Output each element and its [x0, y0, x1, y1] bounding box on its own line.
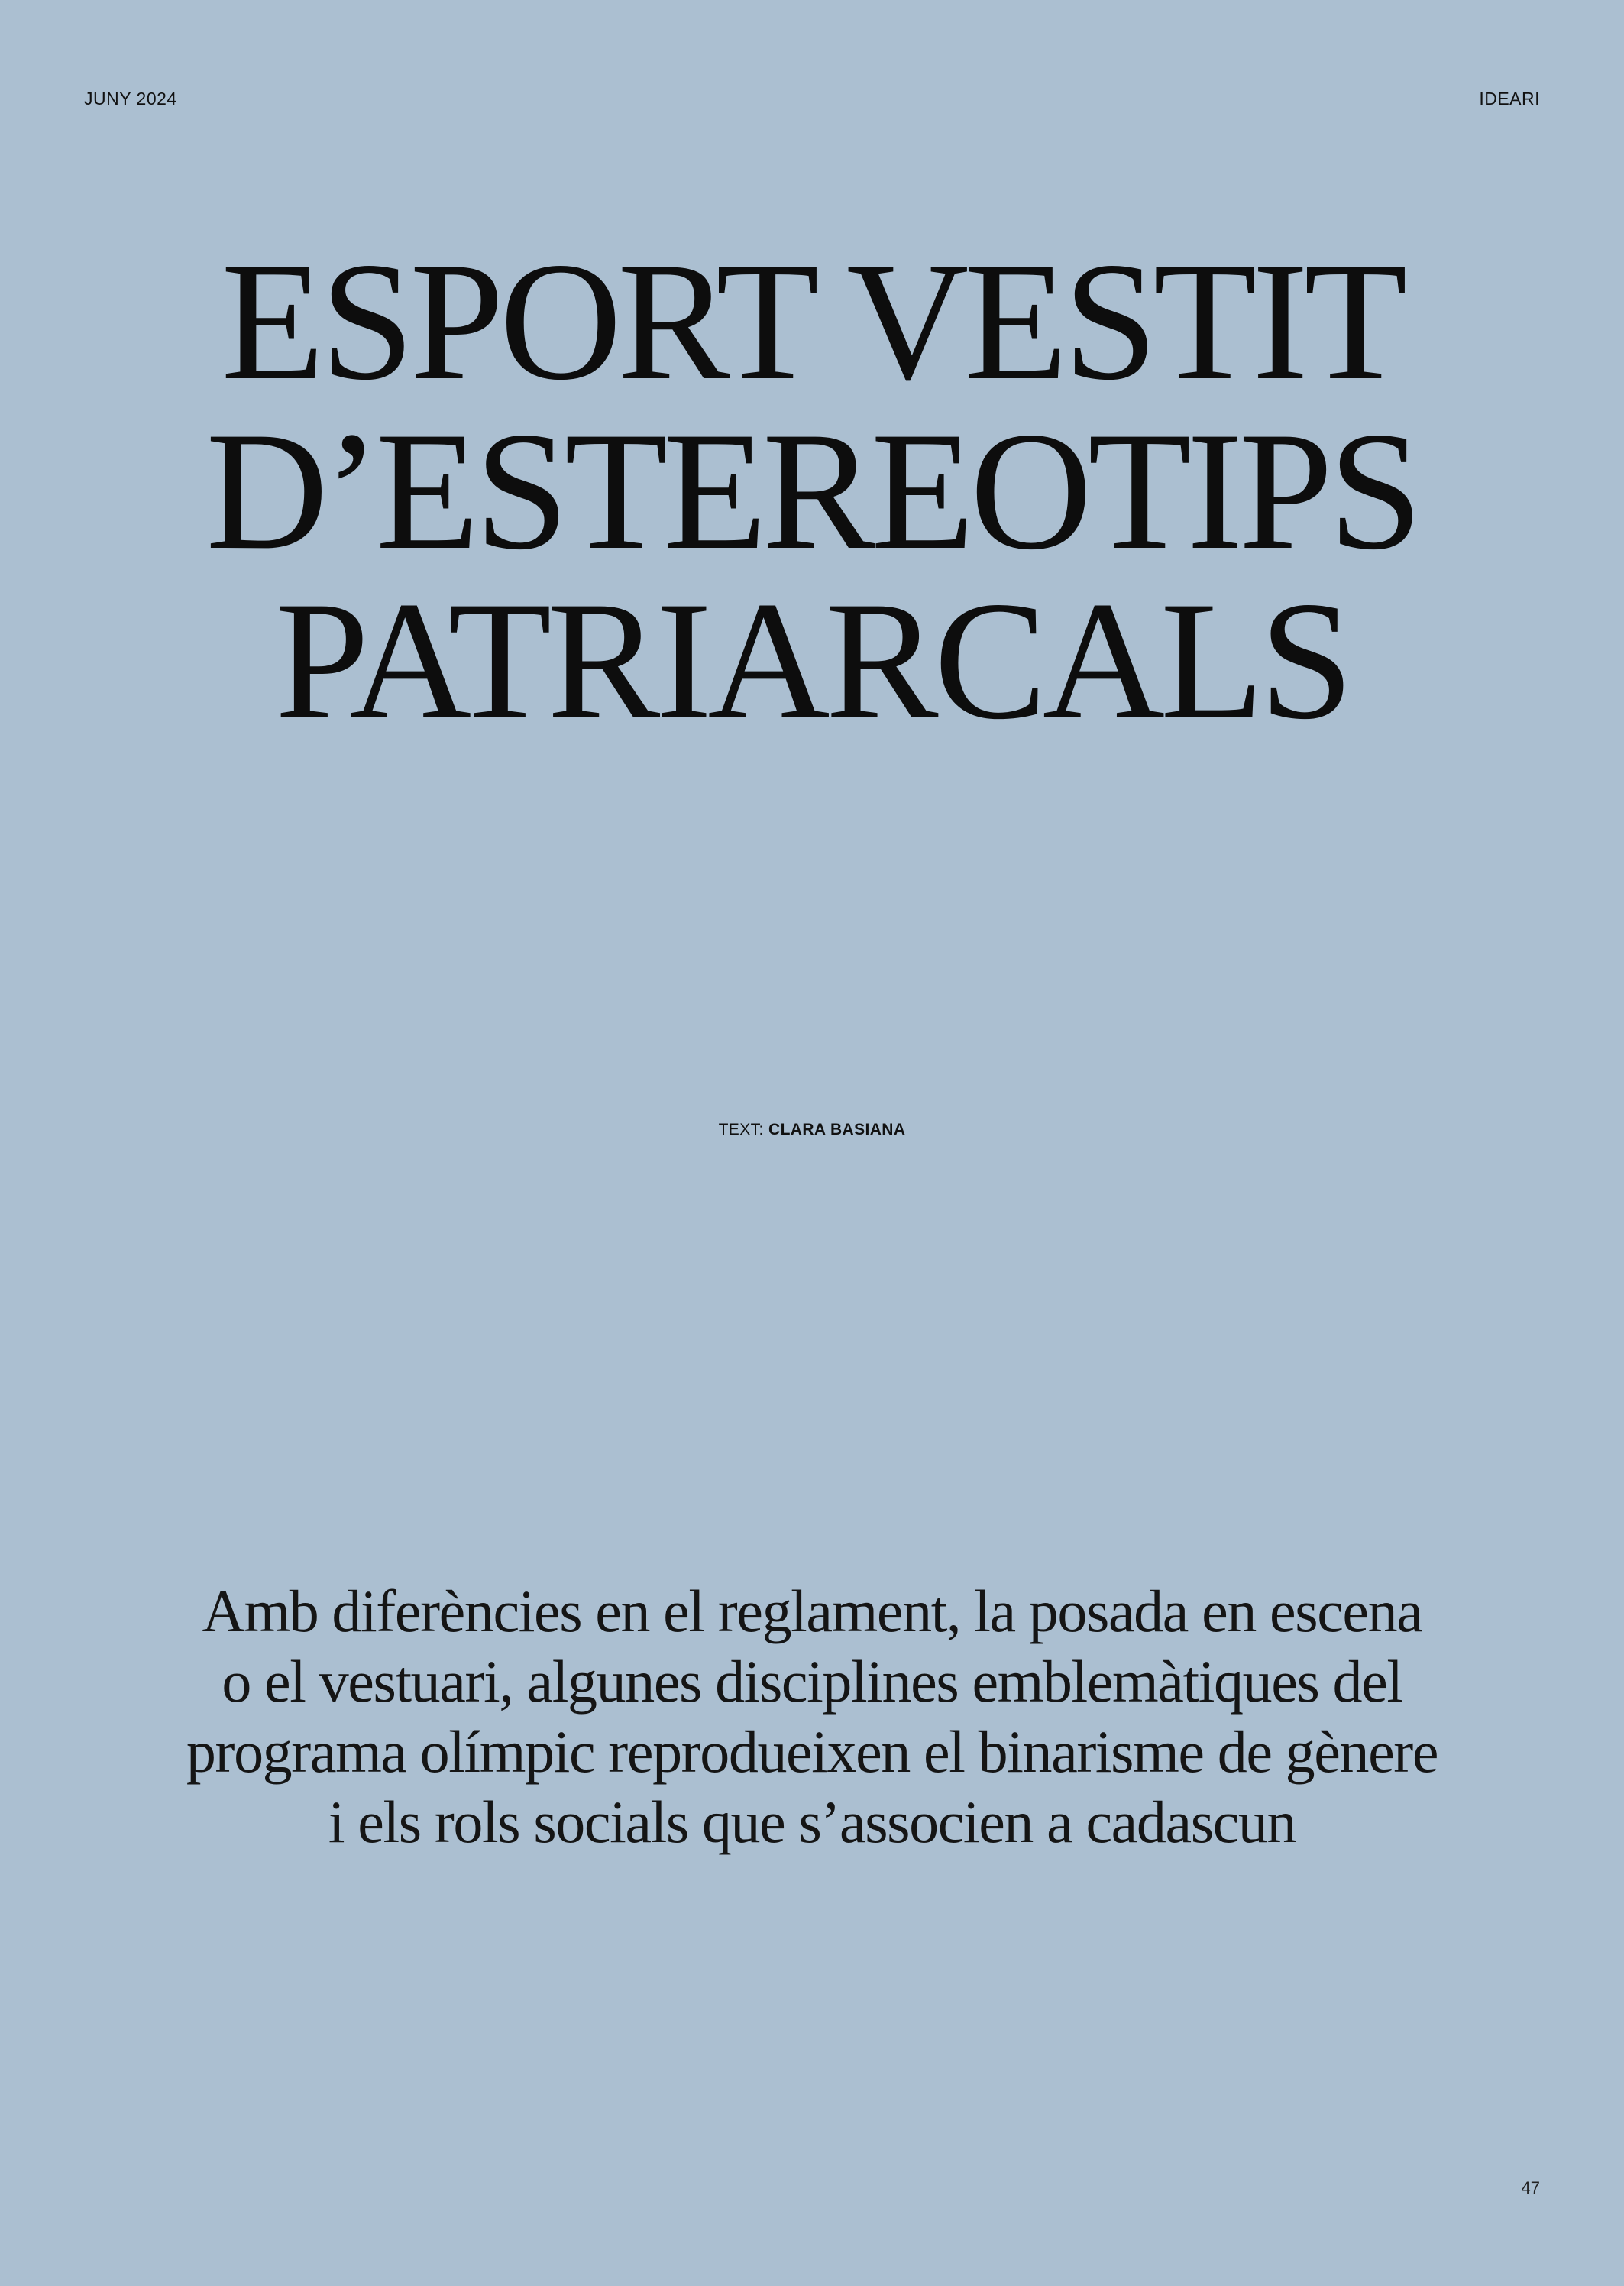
page-number: 47: [1521, 2178, 1540, 2197]
article-title: [0, 228, 1624, 755]
article-title-line: D’ESTEREOTIPS: [205, 397, 1419, 585]
byline-author: CLARA BASIANA: [768, 1121, 906, 1138]
byline: [0, 1121, 1624, 1139]
section-name: IDEARI: [1479, 89, 1540, 108]
standfirst-line: o el vestuari, algunes disciplines emblemàtiques del: [222, 1648, 1402, 1714]
standfirst-line: i els rols socials que s’associen a cadascun: [328, 1789, 1296, 1855]
article-title-line: ESPORT VESTIT: [221, 228, 1403, 416]
standfirst: [0, 1576, 1624, 1857]
byline-label: TEXT:: [718, 1121, 764, 1138]
issue-date: JUNY 2024: [84, 89, 177, 108]
standfirst-line: programa olímpic reprodueixen el binarisme de gènere: [186, 1718, 1438, 1785]
article-title-line: PATRIARCALS: [274, 567, 1350, 755]
standfirst-line: Amb diferències en el reglament, la posada en escena: [202, 1578, 1422, 1644]
